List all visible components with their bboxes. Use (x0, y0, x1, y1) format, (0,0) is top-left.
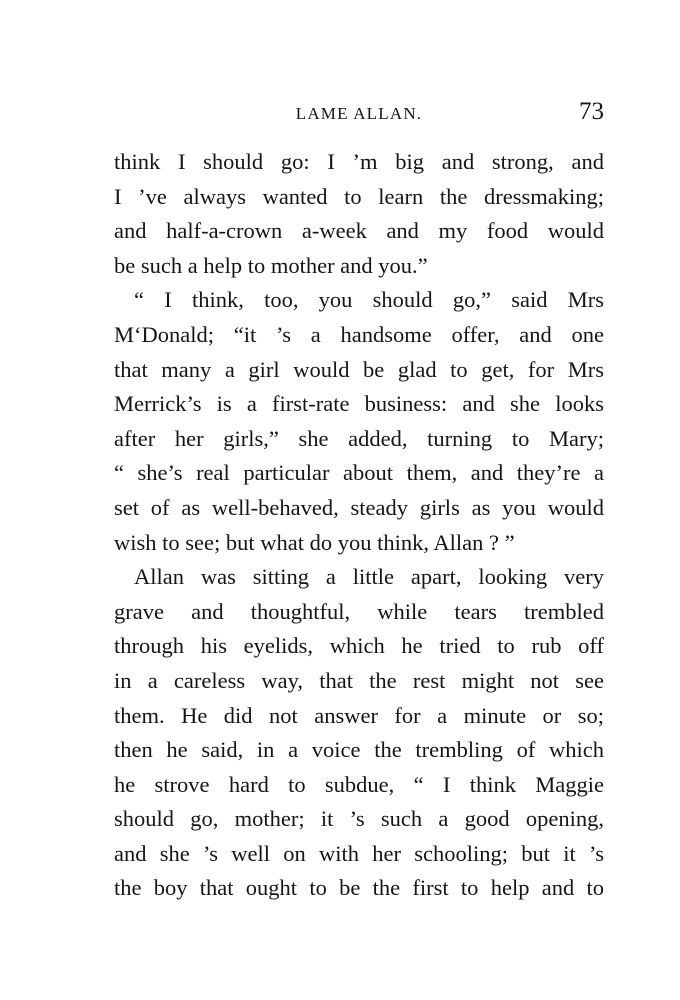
text-line: he strove hard to subdue, “ I think Maggie (114, 771, 604, 797)
text-line: the boy that ought to be the first to help and to (114, 875, 604, 901)
text-line: be such a help to mother and you.” (114, 252, 428, 278)
text-line: and half-a-crown a-week and my food would (114, 218, 604, 244)
text-line: should go, mother; it ’s such a good opening, (114, 806, 604, 832)
text-line: “ I think, too, you should go,” said Mrs (134, 287, 604, 313)
text-line: that many a girl would be glad to get, for Mrs (114, 356, 604, 382)
text-line: M‘Donald; “it ’s a handsome offer, and one (114, 321, 604, 347)
text-line: “ she’s real particular about them, and they’re a (114, 460, 604, 486)
text-line: through his eyelids, which he tried to rub off (114, 633, 604, 659)
text-line: Merrick’s is a first-rate business: and she looks (114, 391, 604, 417)
text-line: think I should go: I ’m big and strong, and (114, 149, 604, 174)
text-line: Allan was sitting a little apart, looking very (134, 564, 604, 590)
text-line: after her girls,” she added, turning to Mary; (114, 425, 604, 451)
running-title: LAME ALLAN. (295, 104, 423, 123)
text-line: set of as well-behaved, steady girls as you would (114, 494, 604, 520)
text-line: in a careless way, that the rest might not see (114, 667, 604, 693)
body-text (114, 145, 604, 906)
text-line: then he said, in a voice the trembling of which (114, 737, 604, 763)
page-number: 73 (579, 98, 604, 125)
text-line: and she ’s well on with her schooling; but it ’s (114, 840, 604, 866)
text-line: grave and thoughtful, while tears trembled (114, 598, 604, 624)
text-line: them. He did not answer for a minute or so; (114, 702, 604, 728)
running-head (114, 98, 604, 128)
text-line: wish to see; but what do you think, Allan ? ” (114, 529, 515, 555)
text-line: I ’ve always wanted to learn the dressmaking; (114, 183, 604, 209)
